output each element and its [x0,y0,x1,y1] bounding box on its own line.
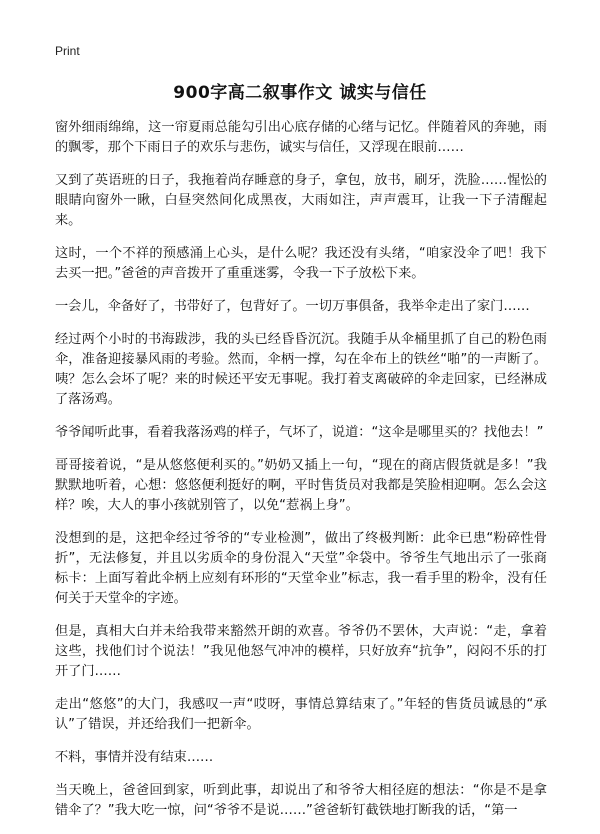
print-label: Print [55,44,80,58]
paragraph-6: 爷爷闻听此事，看着我落汤鸡的样子，气坏了，说道：“这伞是哪里买的？找他去！” [55,425,544,440]
paragraph-7: 哥哥接着说，“是从悠悠便利买的。”奶奶又插上一句，“现在的商店假货就是多！”我默默地听着，心想：悠悠便利挺好的啊，平时售货员对我都是笑脸相迎啊。怎么会这样？唉，大人的事小孩就别管了，以免“惹祸上身”。 [55,458,547,513]
paragraph-4: 一会儿，伞备好了，书带好了，包背好了。一切万事俱备，我举伞走出了家门…… [55,299,530,314]
paragraph-11: 不料，事情并没有结束…… [55,750,214,765]
essay-body [55,118,547,834]
paragraph-5: 经过两个小时的书海跋涉，我的头已经昏昏沉沉。我随手从伞桶里抓了自己的粉色雨伞，准备迎接暴风雨的考验。然而，伞柄一撑，勾在伞布上的铁丝“啪”的一声断了。咦？怎么会坏了呢？来的时候还平安无事呢。我打着支离破碎的伞走回家，已经淋成了落汤鸡。 [55,332,547,407]
paragraph-2: 又到了英语班的日子，我拖着尚存睡意的身子，拿包，放书，刷牙，洗脸……惺忪的眼睛向窗外一瞅，白昼突然间化成黑夜，大雨如注，声声震耳，让我一下子清醒起来。 [55,173,547,228]
paragraph-8: 没想到的是，这把伞经过爷爷的“专业检测”，做出了终极判断：此伞已患“粉碎性骨折”，无法修复，并且以劣质伞的身份混入“天堂”伞袋中。爷爷生气地出示了一张商标卡：上面写着此伞柄上应刻有环形的“天堂伞业”标志，我一看手里的粉伞，没有任何关于天堂伞的字迹。 [55,531,547,606]
paragraph-3: 这时，一个不祥的预感涌上心头，是什么呢？我还没有头绪，“咱家没伞了吧！我下去买一把。”爸爸的声音拨开了重重迷雾，令我一下子放松下来。 [55,246,547,281]
page-title: 900字高二叙事作文 诚实与信任 [173,83,427,103]
paragraph-10: 走出“悠悠”的大门，我感叹一声“哎呀，事情总算结束了。”年轻的售货员诚恳的“承认”了错误，并还给我们一把新伞。 [55,697,547,732]
paragraph-9: 但是，真相大白并未给我带来豁然开朗的欢喜。爷爷仍不罢休，大声说：“走，拿着这些，找他们讨个说法！”我见他怒气冲冲的模样，只好放弃“抗争”，闷闷不乐的打开了门…… [55,624,547,679]
paragraph-1: 窗外细雨绵绵，这一帘夏雨总能勾引出心底存储的心绪与记忆。伴随着风的奔驰，雨的飘零，那个下雨日子的欢乐与悲伤，诚实与信任，又浮现在眼前…… [55,120,547,155]
paragraph-12: 当天晚上，爸爸回到家，听到此事，却说出了和爷爷大相径庭的想法：“你是不是拿错伞了？”我大吃一惊，问“爷爷不是说……”爸爸斩钉截铁地打断我的话，“第一 [55,783,547,818]
